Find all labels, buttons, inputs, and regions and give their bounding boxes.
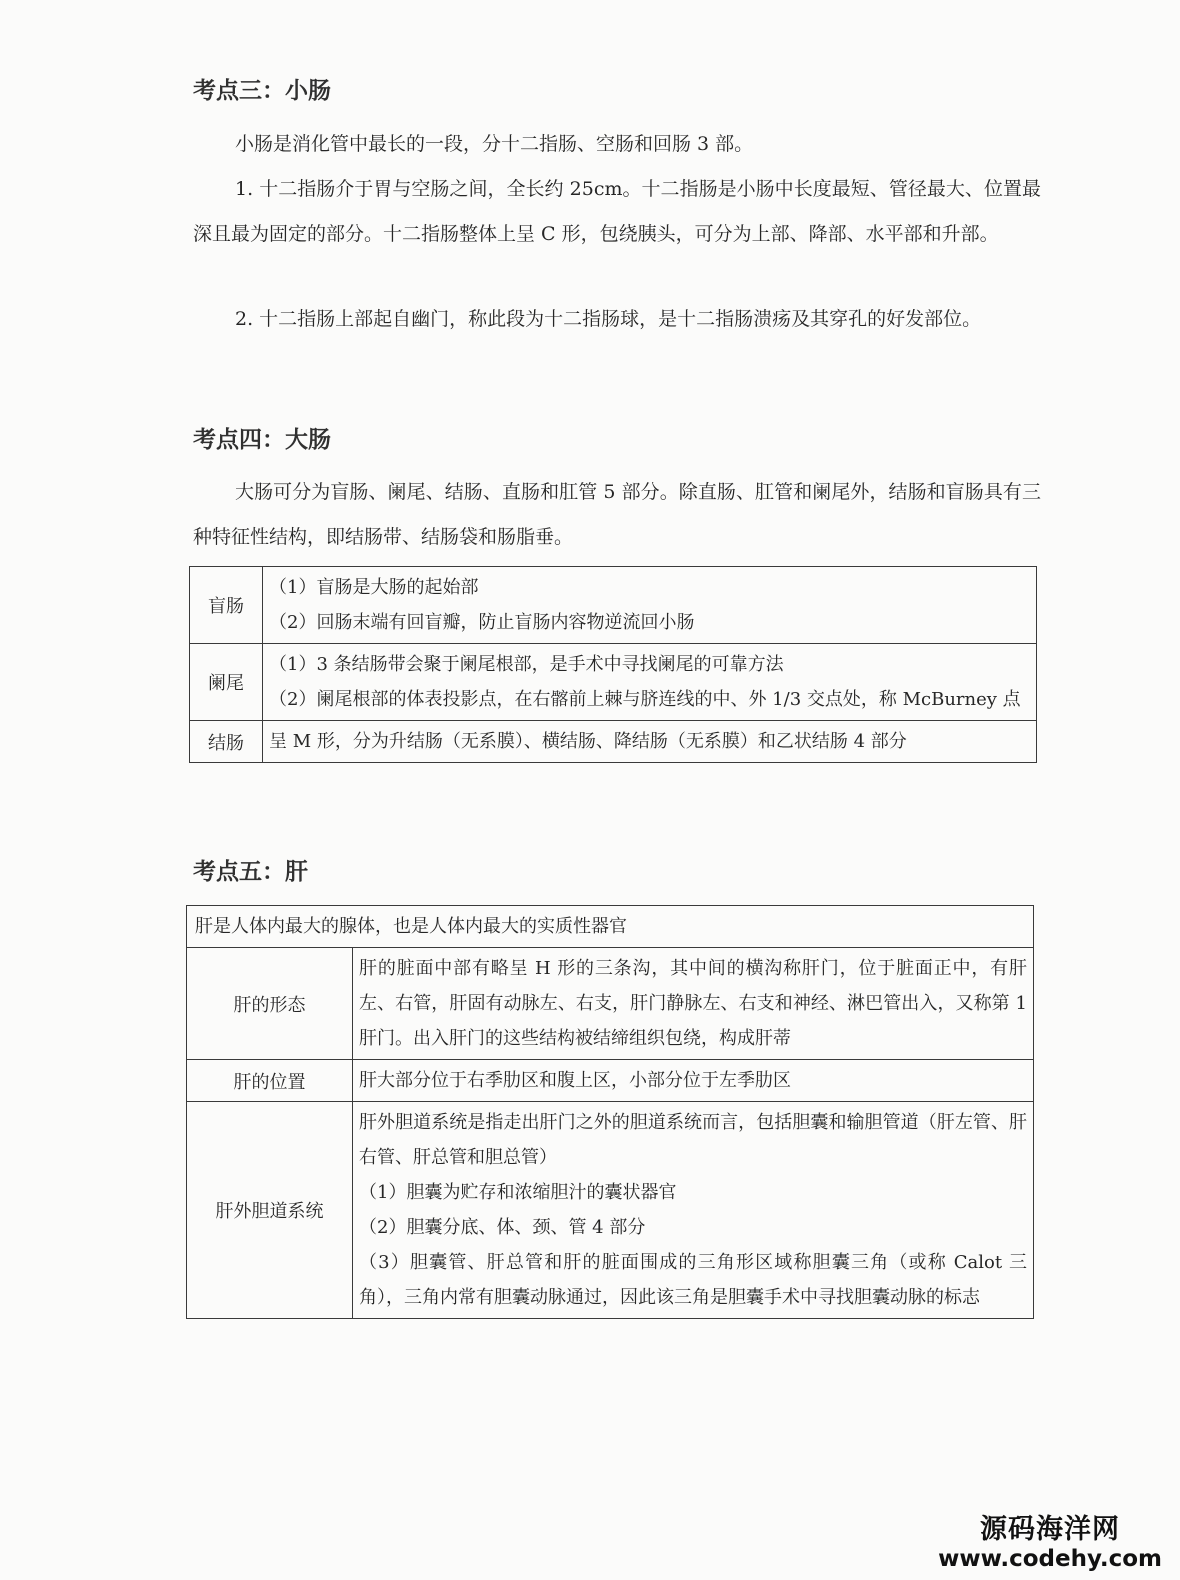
line: （2）阑尾根部的体表投影点，在右髂前上棘与脐连线的中、外 1/3 交点处，称 McBurney 点 <box>269 689 1021 710</box>
line: （1）胆囊为贮存和浓缩胆汁的囊状器官 <box>359 1182 677 1203</box>
row-label: 盲肠 <box>190 567 263 644</box>
line: 肝的脏面中部有略呈 H 形的三条沟，其中间的横沟称肝门，位于脏面正中，有肝左、右管，肝固有动脉左、右支，肝门静脉左、右支和神经、淋巴管出入，又称第 1 肝门。出入肝门的这些结构被结缔组织包绕，构成肝蒂 <box>359 958 1027 1049</box>
liver-table <box>186 905 1034 1319</box>
paragraph: 小肠是消化管中最长的一段，分十二指肠、空肠和回肠 3 部。 <box>235 133 754 155</box>
row-content <box>263 644 1037 721</box>
row-content <box>263 721 1037 763</box>
row-label: 肝外胆道系统 <box>187 1102 353 1319</box>
table-row <box>187 906 1034 948</box>
large-intestine-table <box>189 566 1037 763</box>
line: （1）3 条结肠带会聚于阑尾根部，是手术中寻找阑尾的可靠方法 <box>269 654 784 675</box>
section-heading-liver: 考点五：肝 <box>193 859 308 885</box>
row-content <box>353 948 1034 1060</box>
section-heading-small-intestine: 考点三：小肠 <box>193 78 331 104</box>
table-row <box>187 1102 1034 1319</box>
paragraph: 1. 十二指肠介于胃与空肠之间，全长约 25cm。十二指肠是小肠中长度最短、管径最大、位置最深且最为固定的部分。十二指肠整体上呈 C 形，包绕胰头，可分为上部、降部、水平部和升部。 <box>193 178 1041 245</box>
line: （2）胆囊分底、体、颈、管 4 部分 <box>359 1217 646 1238</box>
section-heading-large-intestine: 考点四：大肠 <box>193 427 331 453</box>
table-header: 肝是人体内最大的腺体，也是人体内最大的实质性器官 <box>187 906 1034 948</box>
table-row <box>190 567 1037 644</box>
paragraph: 2. 十二指肠上部起自幽门，称此段为十二指肠球，是十二指肠溃疡及其穿孔的好发部位。 <box>235 308 982 330</box>
line: 呈 M 形，分为升结肠（无系膜）、横结肠、降结肠（无系膜）和乙状结肠 4 部分 <box>269 731 907 752</box>
row-label: 阑尾 <box>190 644 263 721</box>
row-label: 结肠 <box>190 721 263 763</box>
row-content <box>353 1060 1034 1102</box>
line: （1）盲肠是大肠的起始部 <box>269 577 479 598</box>
line: （3）胆囊管、肝总管和肝的脏面围成的三角形区域称胆囊三角（或称 Calot 三角），三角内常有胆囊动脉通过，因此该三角是胆囊手术中寻找胆囊动脉的标志 <box>359 1252 1027 1308</box>
table-row <box>187 1060 1034 1102</box>
table-row <box>187 948 1034 1060</box>
line: 肝外胆道系统是指走出肝门之外的胆道系统而言，包括胆囊和输胆管道（肝左管、肝右管、肝总管和胆总管） <box>359 1112 1027 1168</box>
watermark <box>938 1507 1162 1572</box>
row-content <box>353 1102 1034 1319</box>
table-row <box>190 721 1037 763</box>
row-content <box>263 567 1037 644</box>
table-row <box>190 644 1037 721</box>
paragraph: 大肠可分为盲肠、阑尾、结肠、直肠和肛管 5 部分。除直肠、肛管和阑尾外，结肠和盲肠具有三种特征性结构，即结肠带、结肠袋和肠脂垂。 <box>193 481 1041 548</box>
watermark-name: 源码海洋网 <box>980 1514 1121 1545</box>
line: （2）回肠末端有回盲瓣，防止盲肠内容物逆流回小肠 <box>269 612 695 633</box>
row-label: 肝的位置 <box>187 1060 353 1102</box>
line: 肝大部分位于右季肋区和腹上区，小部分位于左季肋区 <box>359 1070 791 1091</box>
watermark-url: www.codehy.com <box>938 1546 1162 1572</box>
row-label: 肝的形态 <box>187 948 353 1060</box>
